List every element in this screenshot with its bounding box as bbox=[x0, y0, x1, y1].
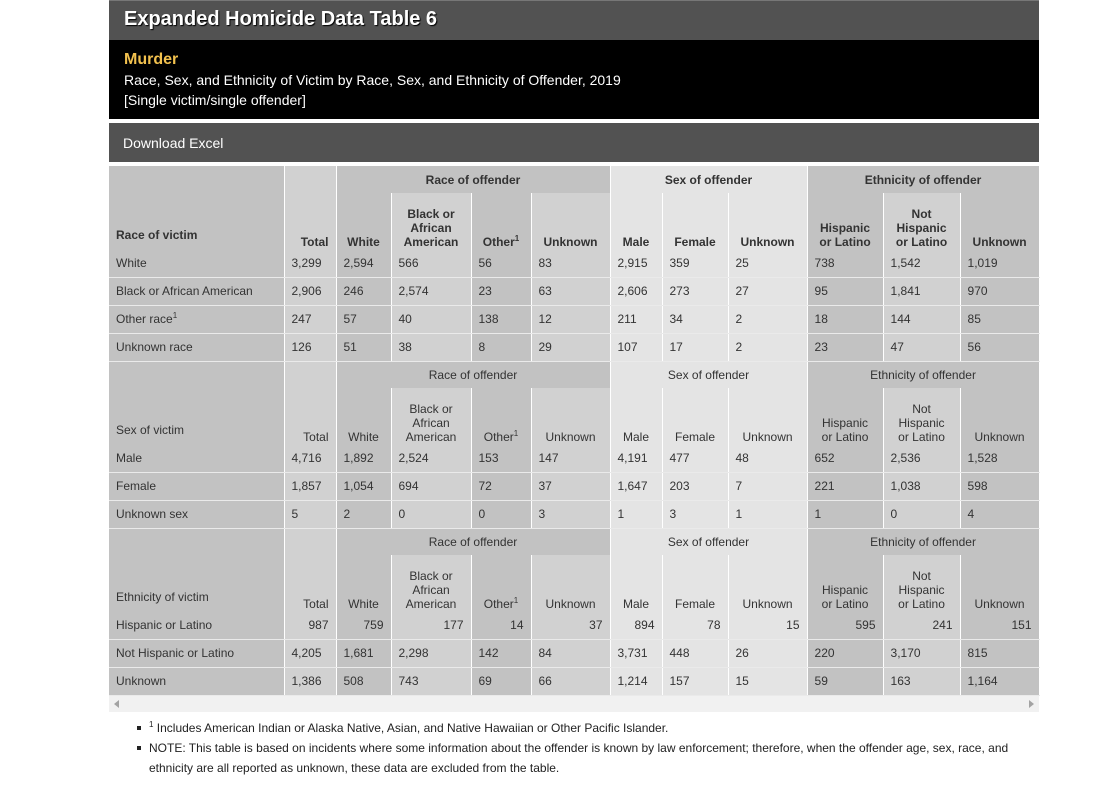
table-caption bbox=[109, 40, 1039, 119]
total-header-spacer bbox=[284, 166, 336, 193]
download-bar bbox=[109, 123, 1039, 162]
table-cell: 2,915 bbox=[610, 249, 662, 277]
table-cell: 59 bbox=[807, 667, 883, 695]
ethnicity-group-header: Ethnicity of offender bbox=[807, 166, 1039, 193]
table-cell: 247 bbox=[284, 305, 336, 333]
table-cell: 359 bbox=[662, 249, 728, 277]
col-total: Total bbox=[284, 388, 336, 444]
table-row bbox=[109, 611, 1039, 639]
section-label-cell bbox=[109, 528, 284, 611]
row-label: Unknown sex bbox=[109, 500, 284, 528]
table-cell: 29 bbox=[531, 333, 610, 361]
col-female: Female bbox=[662, 388, 728, 444]
col-sex-unknown: Unknown bbox=[728, 388, 807, 444]
col-male: Male bbox=[610, 193, 662, 249]
table-cell: 151 bbox=[960, 611, 1039, 639]
table-cell: 1,542 bbox=[883, 249, 960, 277]
table-cell: 2 bbox=[728, 305, 807, 333]
table-row bbox=[109, 277, 1039, 305]
table-cell: 26 bbox=[728, 639, 807, 667]
table-cell: 595 bbox=[807, 611, 883, 639]
table-cell: 3 bbox=[662, 500, 728, 528]
table-cell: 1 bbox=[610, 500, 662, 528]
table-cell: 1,681 bbox=[336, 639, 391, 667]
table-cell: 153 bbox=[471, 444, 531, 472]
race-group-header: Race of offender bbox=[336, 528, 610, 555]
table-cell: 12 bbox=[531, 305, 610, 333]
table-cell: 72 bbox=[471, 472, 531, 500]
scroll-right-icon[interactable] bbox=[1029, 700, 1034, 708]
table-cell: 37 bbox=[531, 611, 610, 639]
section-label: Ethnicity of victim bbox=[116, 590, 209, 604]
ethnicity-group-header: Ethnicity of offender bbox=[807, 361, 1039, 388]
table-cell: 1,892 bbox=[336, 444, 391, 472]
row-label: Unknown race bbox=[109, 333, 284, 361]
col-sex-unknown: Unknown bbox=[728, 193, 807, 249]
table-cell: 815 bbox=[960, 639, 1039, 667]
table-cell: 2,524 bbox=[391, 444, 471, 472]
table-cell: 78 bbox=[662, 611, 728, 639]
table-cell: 448 bbox=[662, 639, 728, 667]
table-cell: 0 bbox=[471, 500, 531, 528]
col-ethnicity-unknown: Unknown bbox=[960, 193, 1039, 249]
table-cell: 477 bbox=[662, 444, 728, 472]
table-cell: 211 bbox=[610, 305, 662, 333]
table-cell: 970 bbox=[960, 277, 1039, 305]
horizontal-scrollbar[interactable] bbox=[109, 696, 1039, 712]
row-label: Other race$^1$ bbox=[109, 305, 284, 333]
section-label-cell bbox=[109, 166, 284, 249]
col-total: Total bbox=[284, 193, 336, 249]
table-row bbox=[109, 333, 1039, 361]
table-cell: 0 bbox=[391, 500, 471, 528]
col-white: White bbox=[336, 388, 391, 444]
table-cell: 566 bbox=[391, 249, 471, 277]
table-cell: 157 bbox=[662, 667, 728, 695]
table-cell: 163 bbox=[883, 667, 960, 695]
group-header-row bbox=[109, 528, 1039, 555]
table-cell: 1,857 bbox=[284, 472, 336, 500]
table-cell: 147 bbox=[531, 444, 610, 472]
col-ethnicity-unknown: Unknown bbox=[960, 388, 1039, 444]
table-cell: 1 bbox=[807, 500, 883, 528]
table-cell: 3 bbox=[531, 500, 610, 528]
table-cell: 1,054 bbox=[336, 472, 391, 500]
sex-group-header: Sex of offender bbox=[610, 166, 807, 193]
table-cell: 84 bbox=[531, 639, 610, 667]
col-total: Total bbox=[284, 555, 336, 611]
table-cell: 23 bbox=[471, 277, 531, 305]
sex-group-header: Sex of offender bbox=[610, 528, 807, 555]
table-cell: 37 bbox=[531, 472, 610, 500]
table-cell: 8 bbox=[471, 333, 531, 361]
table-cell: 144 bbox=[883, 305, 960, 333]
title-bar bbox=[109, 0, 1039, 40]
col-white: White bbox=[336, 555, 391, 611]
table-cell: 48 bbox=[728, 444, 807, 472]
row-label: Black or African American bbox=[109, 277, 284, 305]
table-cell: 2 bbox=[728, 333, 807, 361]
table-cell: 738 bbox=[807, 249, 883, 277]
col-male: Male bbox=[610, 555, 662, 611]
table-cell: 220 bbox=[807, 639, 883, 667]
table-cell: 69 bbox=[471, 667, 531, 695]
offense-category: Murder bbox=[124, 51, 179, 68]
table-cell: 83 bbox=[531, 249, 610, 277]
table-cell: 273 bbox=[662, 277, 728, 305]
col-male: Male bbox=[610, 388, 662, 444]
table-page bbox=[109, 0, 1039, 712]
table-cell: 14 bbox=[471, 611, 531, 639]
row-label: Not Hispanic or Latino bbox=[109, 639, 284, 667]
table-cell: 2,574 bbox=[391, 277, 471, 305]
table-cell: 743 bbox=[391, 667, 471, 695]
table-cell: 138 bbox=[471, 305, 531, 333]
table-cell: 1,164 bbox=[960, 667, 1039, 695]
table-cell: 221 bbox=[807, 472, 883, 500]
col-black: Black or African American bbox=[391, 388, 471, 444]
row-label: White bbox=[109, 249, 284, 277]
table-cell: 56 bbox=[960, 333, 1039, 361]
table-row bbox=[109, 444, 1039, 472]
table-row bbox=[109, 249, 1039, 277]
table-cell: 1,841 bbox=[883, 277, 960, 305]
race-group-header: Race of offender bbox=[336, 361, 610, 388]
col-female: Female bbox=[662, 555, 728, 611]
table-cell: 34 bbox=[662, 305, 728, 333]
table-cell: 2,536 bbox=[883, 444, 960, 472]
col-hispanic: Hispanic or Latino bbox=[807, 193, 883, 249]
table-cell: 0 bbox=[883, 500, 960, 528]
col-other: Other$^1$ bbox=[471, 193, 531, 249]
table-cell: 40 bbox=[391, 305, 471, 333]
table-cell: 25 bbox=[728, 249, 807, 277]
table-cell: 1,019 bbox=[960, 249, 1039, 277]
section-label-cell bbox=[109, 361, 284, 444]
section-label: Race of victim bbox=[116, 228, 198, 242]
homicide-data-table bbox=[109, 166, 1040, 696]
col-other: Other$^1$ bbox=[471, 555, 531, 611]
table-cell: 57 bbox=[336, 305, 391, 333]
col-hispanic: Hispanic or Latino bbox=[807, 555, 883, 611]
table-cell: 4,716 bbox=[284, 444, 336, 472]
table-cell: 126 bbox=[284, 333, 336, 361]
table-scope: [Single victim/single offender] bbox=[124, 92, 306, 108]
col-race-unknown: Unknown bbox=[531, 388, 610, 444]
footnotes bbox=[137, 718, 1017, 778]
race-group-header: Race of offender bbox=[336, 166, 610, 193]
table-cell: 1,647 bbox=[610, 472, 662, 500]
table-cell: 3,170 bbox=[883, 639, 960, 667]
scroll-left-icon[interactable] bbox=[114, 700, 119, 708]
col-white: White bbox=[336, 193, 391, 249]
table-cell: 987 bbox=[284, 611, 336, 639]
table-cell: 598 bbox=[960, 472, 1039, 500]
table-cell: 652 bbox=[807, 444, 883, 472]
table-cell: 2,298 bbox=[391, 639, 471, 667]
table-cell: 3,731 bbox=[610, 639, 662, 667]
page-title: Expanded Homicide Data Table 6 bbox=[124, 8, 438, 30]
table-cell: 4,191 bbox=[610, 444, 662, 472]
col-hispanic: Hispanic or Latino bbox=[807, 388, 883, 444]
table-cell: 2 bbox=[336, 500, 391, 528]
table-cell: 694 bbox=[391, 472, 471, 500]
sex-group-header: Sex of offender bbox=[610, 361, 807, 388]
col-not-hispanic: Not Hispanic or Latino bbox=[883, 388, 960, 444]
total-header-spacer bbox=[284, 361, 336, 388]
table-cell: 1,214 bbox=[610, 667, 662, 695]
table-row bbox=[109, 667, 1039, 695]
table-cell: 2,594 bbox=[336, 249, 391, 277]
table-cell: 177 bbox=[391, 611, 471, 639]
table-cell: 246 bbox=[336, 277, 391, 305]
table-cell: 51 bbox=[336, 333, 391, 361]
table-cell: 23 bbox=[807, 333, 883, 361]
col-ethnicity-unknown: Unknown bbox=[960, 555, 1039, 611]
table-cell: 7 bbox=[728, 472, 807, 500]
table-cell: 894 bbox=[610, 611, 662, 639]
col-black: Black or African American bbox=[391, 193, 471, 249]
table-cell: 15 bbox=[728, 611, 807, 639]
table-cell: 1,386 bbox=[284, 667, 336, 695]
table-cell: 5 bbox=[284, 500, 336, 528]
col-not-hispanic: Not Hispanic or Latino bbox=[883, 555, 960, 611]
table-cell: 17 bbox=[662, 333, 728, 361]
table-cell: 2,906 bbox=[284, 277, 336, 305]
group-header-row bbox=[109, 166, 1039, 193]
table-cell: 63 bbox=[531, 277, 610, 305]
row-label: Unknown bbox=[109, 667, 284, 695]
table-row bbox=[109, 305, 1039, 333]
table-cell: 2,606 bbox=[610, 277, 662, 305]
table-row bbox=[109, 500, 1039, 528]
col-not-hispanic: Not Hispanic or Latino bbox=[883, 193, 960, 249]
table-subtitle: Race, Sex, and Ethnicity of Victim by Race, Sex, and Ethnicity of Offender, 2019 bbox=[124, 72, 621, 88]
table-cell: 47 bbox=[883, 333, 960, 361]
note-item: NOTE: This table is based on incidents where some information about the offender is known by law enforcement; therefore, when the offender age, sex, race, and ethnicity are all reported as unknown, these data are excluded from the table. bbox=[137, 738, 1017, 778]
table-cell: 66 bbox=[531, 667, 610, 695]
group-header-row bbox=[109, 361, 1039, 388]
row-label: Male bbox=[109, 444, 284, 472]
table-cell: 15 bbox=[728, 667, 807, 695]
table-cell: 56 bbox=[471, 249, 531, 277]
table-row bbox=[109, 472, 1039, 500]
table-cell: 107 bbox=[610, 333, 662, 361]
table-cell: 142 bbox=[471, 639, 531, 667]
table-cell: 759 bbox=[336, 611, 391, 639]
col-sex-unknown: Unknown bbox=[728, 555, 807, 611]
table-cell: 4 bbox=[960, 500, 1039, 528]
table-cell: 1,038 bbox=[883, 472, 960, 500]
total-header-spacer bbox=[284, 528, 336, 555]
table-cell: 508 bbox=[336, 667, 391, 695]
col-female: Female bbox=[662, 193, 728, 249]
table-cell: 95 bbox=[807, 277, 883, 305]
section-label: Sex of victim bbox=[116, 423, 185, 437]
col-black: Black or African American bbox=[391, 555, 471, 611]
table-cell: 85 bbox=[960, 305, 1039, 333]
col-race-unknown: Unknown bbox=[531, 555, 610, 611]
table-cell: 241 bbox=[883, 611, 960, 639]
row-label: Hispanic or Latino bbox=[109, 611, 284, 639]
table-cell: 18 bbox=[807, 305, 883, 333]
ethnicity-group-header: Ethnicity of offender bbox=[807, 528, 1039, 555]
table-cell: 1,528 bbox=[960, 444, 1039, 472]
table-cell: 4,205 bbox=[284, 639, 336, 667]
col-other: Other$^1$ bbox=[471, 388, 531, 444]
table-cell: 3,299 bbox=[284, 249, 336, 277]
table-cell: 1 bbox=[728, 500, 807, 528]
download-excel-link[interactable]: Download Excel bbox=[123, 135, 224, 151]
table-row bbox=[109, 639, 1039, 667]
row-label: Female bbox=[109, 472, 284, 500]
table-cell: 203 bbox=[662, 472, 728, 500]
table-cell: 27 bbox=[728, 277, 807, 305]
table-cell: 38 bbox=[391, 333, 471, 361]
col-race-unknown: Unknown bbox=[531, 193, 610, 249]
footnote-item: $^1$ Includes American Indian or Alaska Native, Asian, and Native Hawaiian or Other Pacific Islander. bbox=[137, 718, 1017, 738]
